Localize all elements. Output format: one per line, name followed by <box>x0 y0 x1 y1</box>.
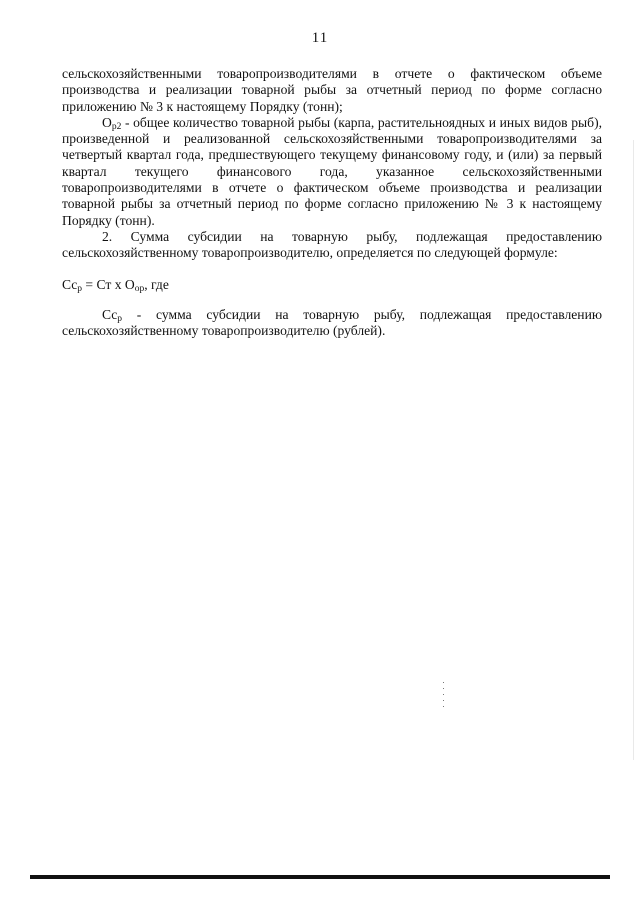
formula-lhs-subscript: р <box>77 283 83 294</box>
op2-definition-text: - общее количество товарной рыбы (карпа, растительноядных и иных видов рыб), произведенной и реализованной сельскохозяйственными товаропроизводителями за четвертый квартал года, предшествующего текущему финансовому году, и (или) за первый квартал текущего финансового года, указанное сельскохозяйственными товаропроизводителями в отчете о фактическом объеме производства и реализации товарной рыбы за отчетный период по форме согласно приложению № 3 к настоящему Порядку (тонн). <box>62 114 602 228</box>
ccp-definition-text: - сумма субсидии на товарную рыбу, подлежащая предоставлению сельскохозяйственному товаропроизводителю (рублей). <box>62 306 602 339</box>
paragraph-report-reference: сельскохозяйственными товаропроизводителями в отчете о фактическом объеме производства и реализации товарной рыбы за отчетный период по форме согласно приложению № 3 к настоящему Порядку (тонн); <box>62 66 602 114</box>
paragraph-ccp-definition <box>62 307 602 340</box>
paragraph-subsidy-amount: 2. Сумма субсидии на товарную рыбу, подлежащая предоставлению сельскохозяйственному товаропроизводителю, определяется по следующей формуле: <box>62 228 602 261</box>
symbol-ccp-base: Сс <box>102 306 118 322</box>
paragraph-op2-definition <box>62 115 602 229</box>
symbol-op2 <box>102 115 121 130</box>
scan-edge-shadow <box>633 140 634 760</box>
formula-rhs-subscript: ор <box>134 283 145 294</box>
symbol-ccp-subscript: р <box>117 313 123 324</box>
document-body <box>62 66 602 339</box>
formula-middle: = Ст х О <box>82 276 135 292</box>
subsidy-formula <box>62 277 602 293</box>
symbol-op2-subscript: р2 <box>111 121 122 132</box>
symbol-op2-base: О <box>102 114 112 130</box>
page-number: 11 <box>311 30 329 46</box>
scan-speckles <box>443 682 445 710</box>
formula-tail: , где <box>144 276 169 292</box>
formula-lhs-base: Сс <box>62 276 78 292</box>
bottom-border-line <box>30 875 610 879</box>
